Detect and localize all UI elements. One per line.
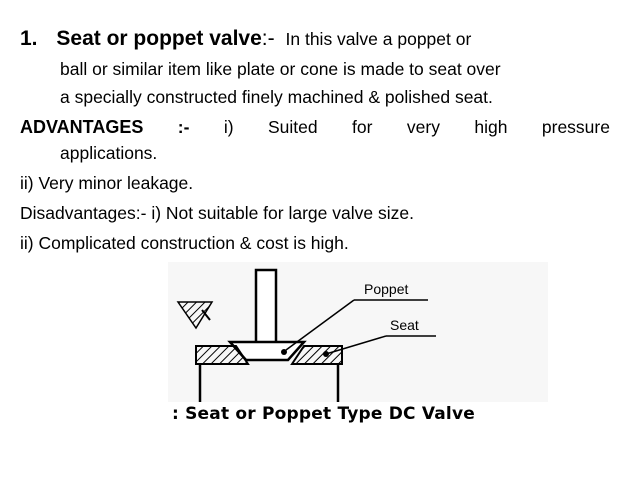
valve-stem: [256, 270, 276, 350]
figure-caption: : Seat or Poppet Type DC Valve: [172, 404, 475, 424]
disadvantages-item-2: ii) Complicated construction & cost is high.: [20, 233, 349, 253]
advantages-label: ADVANTAGES: [20, 117, 144, 137]
advantages-word-1: i): [223, 117, 234, 137]
advantages-word-6: pressure: [541, 117, 610, 137]
label-seat: Seat: [390, 317, 419, 333]
point-title: Seat or poppet valve: [56, 27, 262, 50]
advantages-word-3: for: [352, 117, 373, 137]
scan-background: [168, 262, 548, 402]
advantages-word-2: Suited: [267, 117, 318, 137]
disadvantages-item-1: Disadvantages:- i) Not suitable for large valve size.: [20, 203, 414, 223]
advantages-word-4: very: [406, 117, 440, 137]
advantages-word-5: high: [474, 117, 508, 137]
point-number: 1.: [20, 27, 38, 50]
advantages-line: [20, 114, 610, 140]
label-poppet: Poppet: [364, 281, 409, 297]
point-1-line-1: [20, 26, 471, 52]
point-line-1-text: In this valve a poppet or: [285, 29, 472, 49]
advantages-continuation: applications.: [60, 143, 158, 163]
point-line-2: ball or similar item like plate or cone is made to seat over: [60, 59, 501, 79]
advantages-separator: :-: [177, 117, 190, 137]
point-line-3: a specially constructed finely machined & polished seat.: [60, 87, 493, 107]
point-separator: :-: [261, 27, 275, 50]
advantages-item-2: ii) Very minor leakage.: [20, 173, 194, 193]
